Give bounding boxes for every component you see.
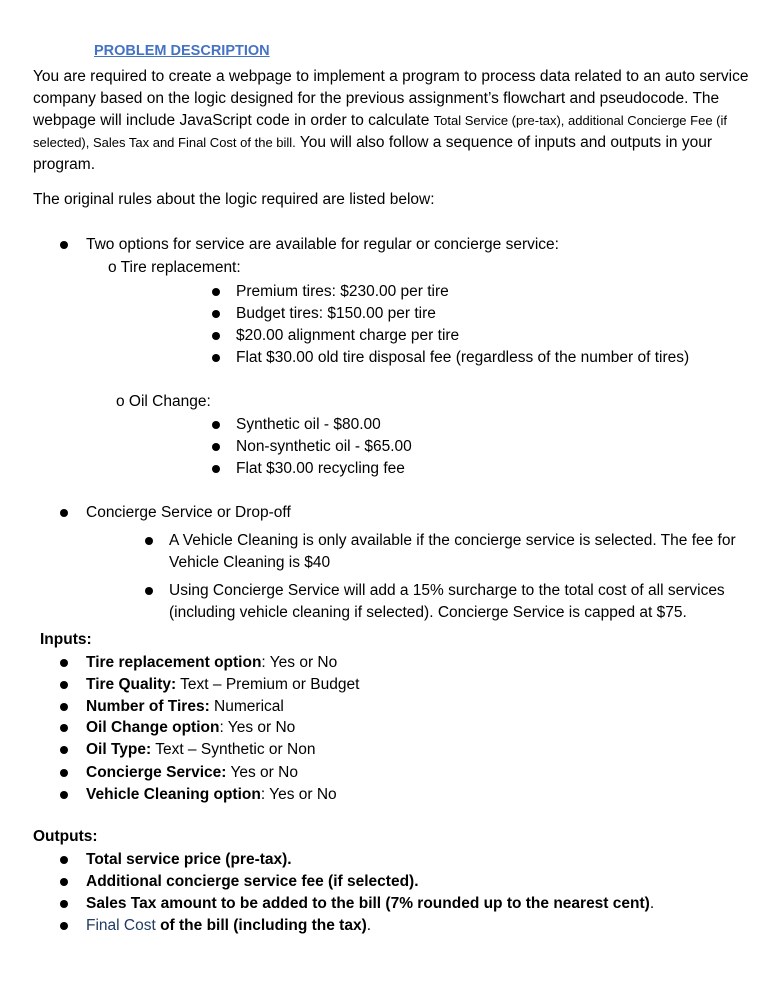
input-value: : Yes or No bbox=[219, 719, 296, 736]
concierge-item: A Vehicle Cleaning is only available if the concierge service is selected. The fee for Vehicle Cleaning is $40 bbox=[169, 532, 736, 571]
output-text: Additional concierge service fee (if selected). bbox=[86, 873, 419, 890]
input-label: Tire replacement option bbox=[86, 654, 262, 671]
input-label: Number of Tires: bbox=[86, 698, 210, 715]
input-value: Text – Premium or Budget bbox=[176, 676, 360, 693]
tire-item: $20.00 alignment charge per tire bbox=[236, 327, 460, 344]
bullet bbox=[60, 241, 68, 249]
bullet bbox=[60, 509, 68, 517]
intro-text-small: Total Service (pre-tax), additional Concierge Fee (if selected), Sales Tax and Final Cost of the bill. bbox=[33, 113, 727, 150]
output-post: . bbox=[649, 895, 655, 912]
output-pre: Final Cost bbox=[86, 917, 156, 934]
input-label: Oil Change option bbox=[86, 719, 220, 736]
input-value: Yes or No bbox=[226, 764, 298, 781]
output-item bbox=[86, 915, 371, 937]
rules-heading: The original rules about the logic required are listed below: bbox=[33, 191, 435, 208]
input-item bbox=[86, 652, 337, 674]
bullet bbox=[60, 659, 68, 667]
input-value: Text – Synthetic or Non bbox=[151, 741, 316, 758]
tire-item: Premium tires: $230.00 per tire bbox=[236, 283, 449, 300]
bullet bbox=[212, 310, 220, 318]
input-value: Numerical bbox=[209, 698, 284, 715]
oil-change-label: o Oil Change: bbox=[116, 393, 211, 410]
services-main: Two options for service are available for regular or concierge service: bbox=[86, 236, 559, 253]
input-item bbox=[86, 784, 337, 806]
bullet bbox=[145, 587, 153, 595]
input-label: Concierge Service: bbox=[86, 764, 227, 781]
tire-item: Flat $30.00 old tire disposal fee (regardless of the number of tires) bbox=[236, 349, 690, 366]
oil-item: Non-synthetic oil - $65.00 bbox=[236, 438, 412, 455]
output-text: Sales Tax amount to be added to the bill (7% rounded up to the nearest cent) bbox=[86, 895, 650, 912]
oil-item: Flat $30.00 recycling fee bbox=[236, 460, 405, 477]
input-item bbox=[86, 762, 298, 784]
bullet bbox=[60, 791, 68, 799]
intro-text-1: You are required to create a webpage to implement a program to process data related to an auto service company based on the logic designed for the previous assignment’s flowchart and pseudocode. The webpage will include JavaScript code in order to calculate bbox=[33, 68, 749, 129]
input-value: : Yes or No bbox=[261, 654, 338, 671]
concierge-item: Using Concierge Service will add a 15% surcharge to the total cost of all services (including vehicle cleaning if selected). Concierge Service is capped at $75. bbox=[169, 582, 725, 621]
intro-paragraph bbox=[33, 66, 753, 176]
output-text: of the bill (including the tax) bbox=[155, 917, 367, 934]
bullet bbox=[60, 746, 68, 754]
bullet bbox=[212, 332, 220, 340]
output-item bbox=[86, 893, 654, 915]
bullet bbox=[212, 354, 220, 362]
output-post: . bbox=[366, 917, 372, 934]
bullet bbox=[212, 288, 220, 296]
bullet bbox=[60, 681, 68, 689]
output-item bbox=[86, 871, 419, 893]
oil-item: Synthetic oil - $80.00 bbox=[236, 416, 381, 433]
bullet bbox=[60, 900, 68, 908]
output-item bbox=[86, 849, 292, 871]
outputs-heading: Outputs: bbox=[33, 828, 98, 845]
input-label: Oil Type: bbox=[86, 741, 152, 758]
bullet bbox=[60, 769, 68, 777]
input-item bbox=[86, 717, 295, 739]
output-text: Total service price (pre-tax). bbox=[86, 851, 292, 868]
tire-replacement-label: o Tire replacement: bbox=[108, 259, 241, 276]
input-value: : Yes or No bbox=[260, 786, 337, 803]
bullet bbox=[212, 421, 220, 429]
bullet bbox=[60, 878, 68, 886]
page-title: PROBLEM DESCRIPTION bbox=[94, 43, 270, 59]
input-label: Vehicle Cleaning option bbox=[86, 786, 261, 803]
inputs-heading: Inputs: bbox=[40, 631, 92, 648]
input-item bbox=[86, 674, 359, 696]
bullet bbox=[212, 465, 220, 473]
input-item bbox=[86, 739, 315, 761]
tire-item: Budget tires: $150.00 per tire bbox=[236, 305, 436, 322]
bullet bbox=[60, 922, 68, 930]
input-label: Tire Quality: bbox=[86, 676, 177, 693]
bullet bbox=[60, 856, 68, 864]
bullet bbox=[145, 537, 153, 545]
intro-text-2: You will also follow a sequence of inputs and outputs in your program. bbox=[33, 134, 712, 173]
bullet bbox=[60, 724, 68, 732]
bullet bbox=[60, 703, 68, 711]
input-item bbox=[86, 696, 284, 718]
concierge-main: Concierge Service or Drop-off bbox=[86, 504, 291, 521]
bullet bbox=[212, 443, 220, 451]
